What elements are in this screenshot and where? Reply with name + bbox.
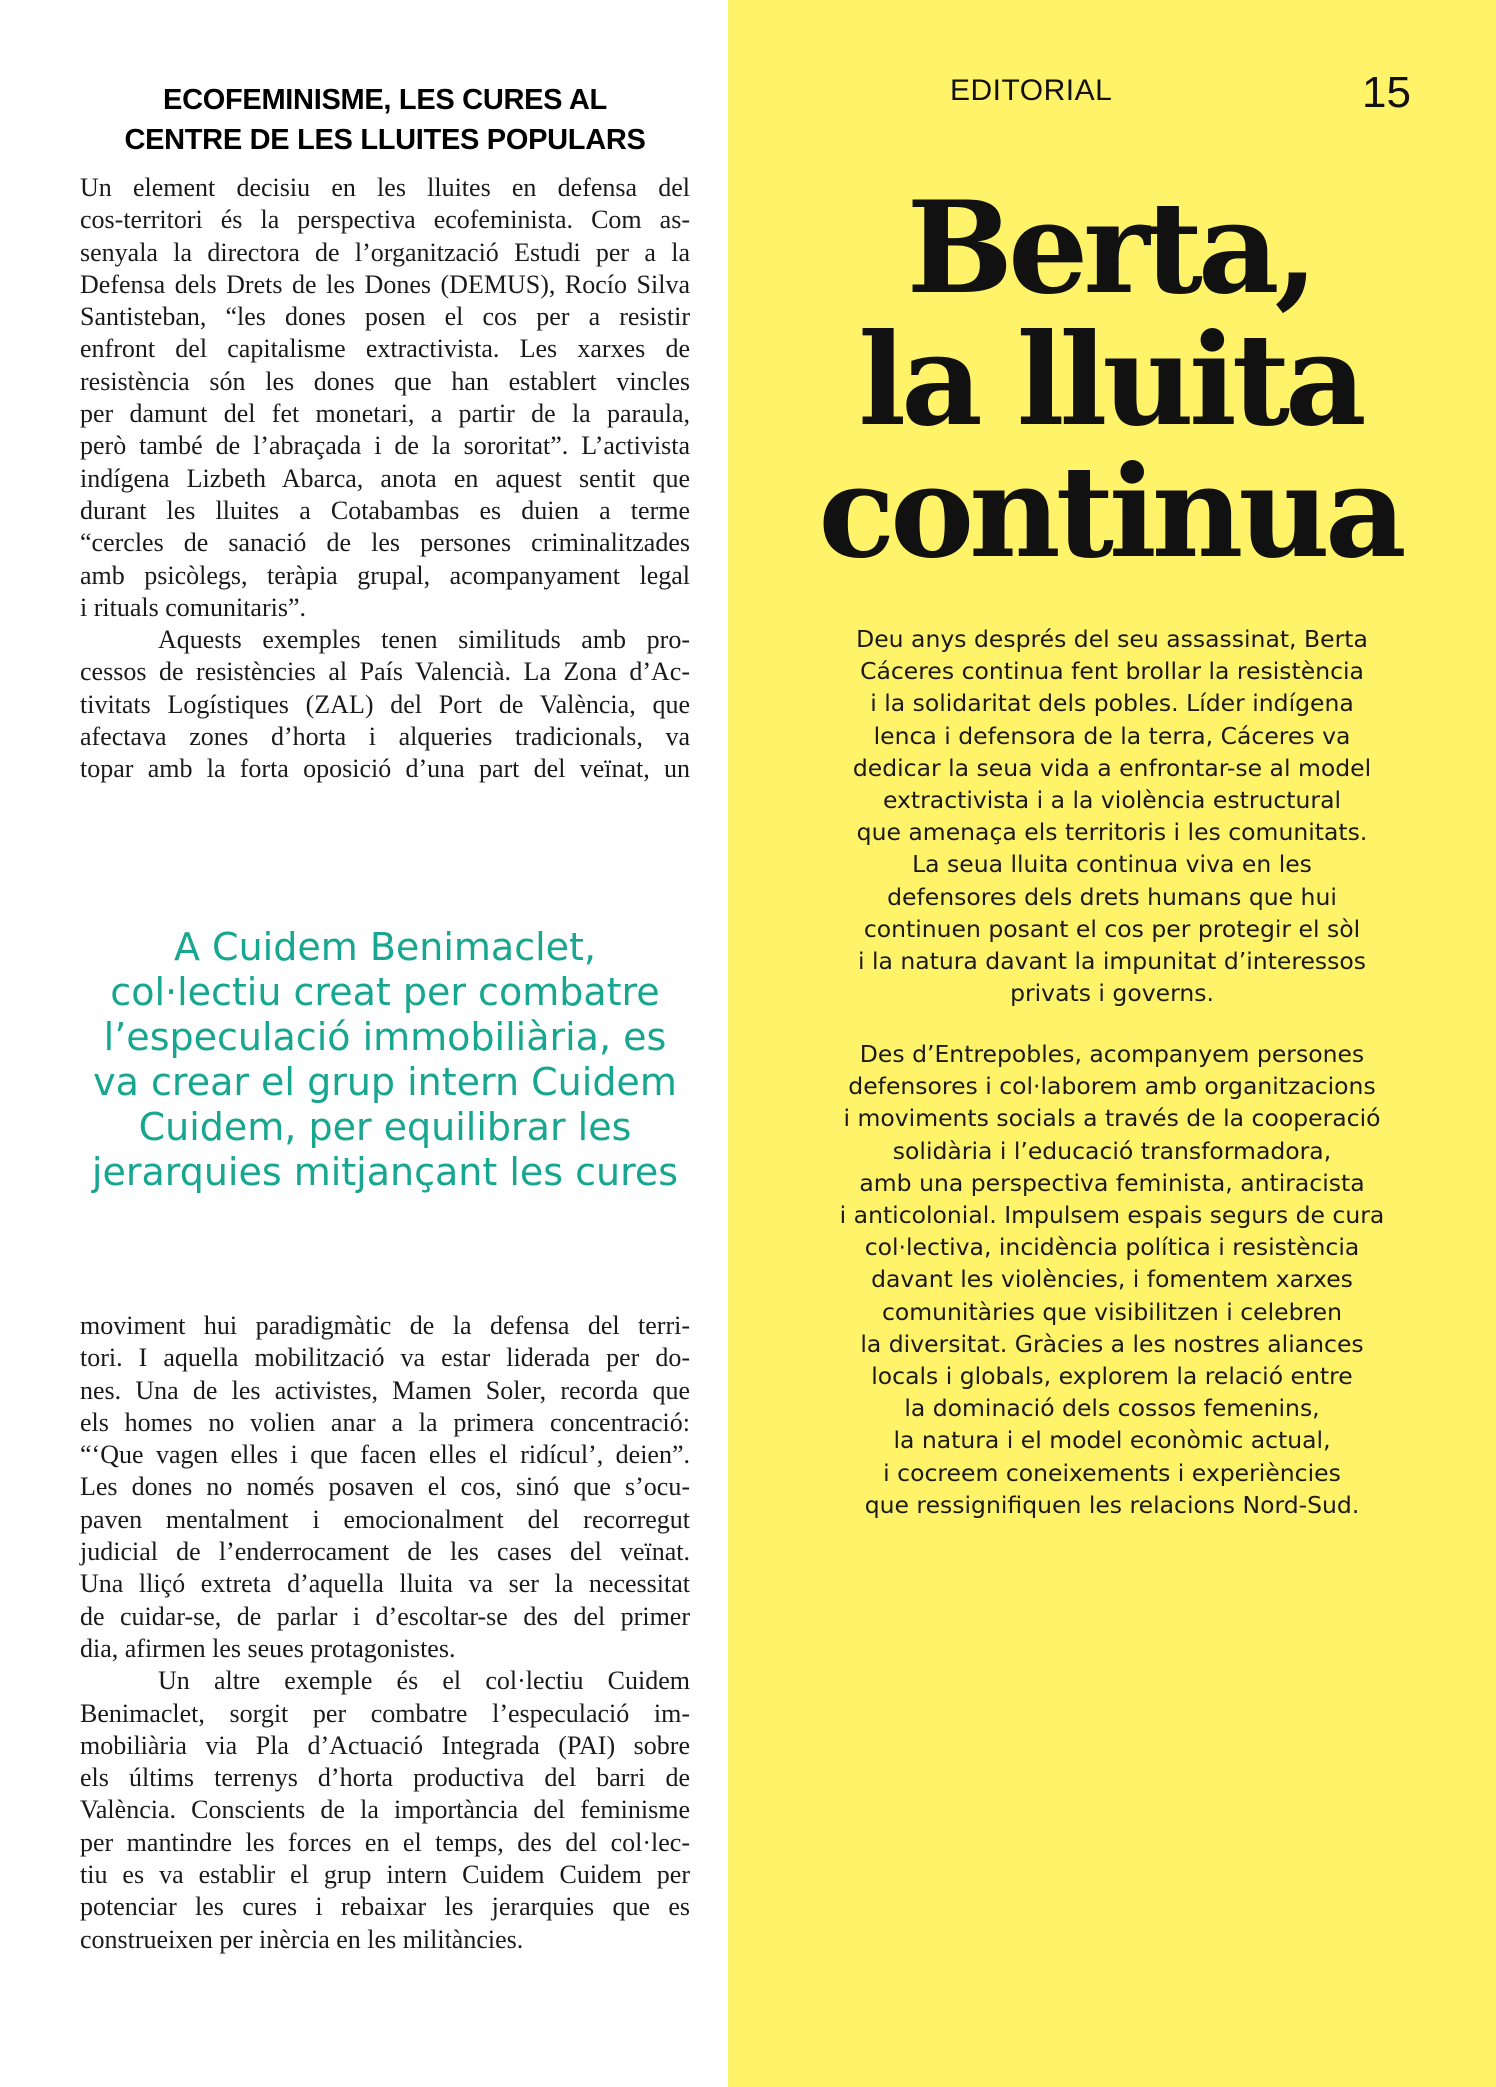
- body-line: resistència són les dones que han establert vincles: [80, 366, 690, 396]
- editorial-line: solidària i l’educació transformadora,: [892, 1136, 1332, 1165]
- body-line: Benimaclet, sorgit per combatre l’especulació im-: [80, 1698, 690, 1728]
- body-line: durant les lluites a Cotabambas es duien a terme: [80, 495, 690, 525]
- body-line: Les dones no només posaven el cos, sinó que s’ocu-: [80, 1472, 690, 1502]
- editorial-line: col·lectiva, incidència política i resistència: [864, 1233, 1360, 1262]
- editorial-line: i cocreem coneixements i experiències: [883, 1458, 1341, 1487]
- pull-quote-line: col·lectiu creat per combatre: [110, 970, 660, 1014]
- article-heading-line: ECOFEMINISME, LES CURES AL: [163, 84, 607, 116]
- editorial-line: i la natura davant la impunitat d’interessos: [857, 947, 1367, 976]
- article-heading: [80, 80, 690, 160]
- body-line: tivitats Logístiques (ZAL) del Port de València, que: [80, 689, 690, 719]
- editorial-line: amb una perspectiva feminista, antiracista: [859, 1168, 1365, 1197]
- editorial-line: que amenaça els territoris i les comunitats.: [856, 818, 1368, 847]
- editorial-line: la natura i el model econòmic actual,: [893, 1426, 1331, 1455]
- editorial-line: defensores i col·laborem amb organitzacions: [848, 1072, 1376, 1101]
- body-line: tori. I aquella mobilització va estar liderada per do-: [80, 1343, 690, 1373]
- body-line: per mantindre les forces en el temps, des del col·lec-: [80, 1827, 690, 1857]
- editorial-line: i anticolonial. Impulsem espais segurs de cura: [839, 1201, 1385, 1230]
- body-line: enfront del capitalisme extractivista. Les xarxes de: [80, 334, 690, 364]
- pull-quote-line: A Cuidem Benimaclet,: [173, 925, 597, 969]
- editorial-paragraph-2: [760, 1038, 1464, 1521]
- body-line: Una lliçó extreta d’aquella lluita va ser la necessitat: [80, 1569, 690, 1599]
- body-line: “‘Que vagen elles i que facen elles el ridícul’, deien”.: [80, 1440, 690, 1470]
- article-body-part-2: [80, 1310, 690, 1956]
- body-line: Un element decisiu en les lluites en defensa del: [80, 173, 690, 202]
- page-number: 15: [1362, 68, 1411, 117]
- pull-quote: [76, 925, 694, 1195]
- article-body-part-1: [80, 172, 690, 786]
- body-line: els homes no volien anar a la primera concentració:: [80, 1407, 690, 1437]
- body-line: potenciar les cures i rebaixar les jerarquies que es: [80, 1892, 690, 1922]
- section-label: EDITORIAL: [950, 74, 1113, 107]
- body-line: topar amb la forta oposició d’una part del veïnat, un: [80, 754, 690, 784]
- editorial-line: locals i globals, explorem la relació entre: [871, 1362, 1353, 1391]
- body-line: Un altre exemple és el col·lectiu Cuidem: [158, 1666, 690, 1696]
- body-line: i rituals comunitaris”.: [80, 592, 307, 622]
- editorial-line: i moviments socials a través de la cooperació: [843, 1104, 1381, 1133]
- editorial-line: Deu anys després del seu assassinat, Berta: [856, 625, 1368, 653]
- body-line: judicial de l’enderrocament de les cases del veïnat.: [80, 1537, 690, 1567]
- body-line: València. Conscients de la importància del feminisme: [80, 1795, 690, 1825]
- body-line: nes. Una de les activistes, Mamen Soler, recorda que: [80, 1375, 690, 1405]
- pull-quote-line: Cuidem, per equilibrar les: [138, 1105, 632, 1149]
- headline-line: Berta,: [906, 174, 1314, 322]
- editorial-line: defensores dels drets humans que hui: [887, 882, 1337, 911]
- editorial-line: que ressignifiquen les relacions Nord-Sud.: [864, 1490, 1360, 1519]
- body-line: paven mentalment i emocionalment del recorregut: [80, 1504, 690, 1534]
- editorial-headline: [760, 174, 1460, 586]
- editorial-line: i la solidaritat dels pobles. Líder indígena: [870, 689, 1354, 718]
- body-line: cessos de resistències al País Valencià. La Zona d’Ac-: [80, 657, 690, 687]
- body-line: amb psicòlegs, teràpia grupal, acompanyament legal: [80, 560, 690, 590]
- editorial-line: la dominació dels cossos femenins,: [904, 1394, 1320, 1423]
- editorial-line: Des d’Entrepobles, acompanyem persones: [859, 1040, 1365, 1068]
- pull-quote-line: l’especulació immobiliària, es: [103, 1015, 667, 1059]
- editorial-line: extractivista i a la violència estructural: [882, 786, 1342, 815]
- body-line: Santisteban, “les dones posen el cos per a resistir: [80, 302, 690, 332]
- pull-quote-line: va crear el grup intern Cuidem: [93, 1060, 677, 1104]
- editorial-line: Cáceres continua fent brollar la resistència: [860, 657, 1364, 686]
- body-line: senyala la directora de l’organització Estudi per a la: [80, 237, 690, 267]
- editorial-line: continuen posant el cos per protegir el sòl: [863, 914, 1361, 943]
- editorial-line: dedicar la seua vida a enfrontar-se al model: [852, 753, 1372, 782]
- headline-line: continua: [818, 438, 1402, 586]
- body-line: cos-territori és la perspectiva ecofeminista. Com as-: [80, 205, 690, 235]
- headline-line: la lluita: [858, 306, 1362, 454]
- body-line: mobiliària via Pla d’Actuació Integrada (PAI) sobre: [80, 1730, 690, 1760]
- editorial-line: comunitàries que visibilitzen i celebren: [881, 1297, 1343, 1326]
- body-line: Defensa dels Drets de les Dones (DEMUS), Rocío Silva: [80, 269, 690, 299]
- body-line: “cercles de sanació de les persones criminalitzades: [80, 528, 690, 558]
- body-line: afectava zones d’horta i alqueries tradicionals, va: [80, 722, 690, 752]
- editorial-paragraph-1: [760, 623, 1464, 1009]
- body-line: tiu es va establir el grup intern Cuidem Cuidem per: [80, 1860, 690, 1890]
- editorial-line: La seua lluita continua viva en les: [912, 850, 1312, 879]
- article-heading-line: CENTRE DE LES LLUITES POPULARS: [124, 124, 646, 156]
- body-line: de cuidar-se, de parlar i d’escoltar-se des del primer: [80, 1601, 690, 1631]
- editorial-line: privats i governs.: [1010, 979, 1214, 1008]
- body-line: per damunt del fet monetari, a partir de la paraula,: [80, 399, 690, 429]
- body-line: moviment hui paradigmàtic de la defensa del terri-: [80, 1311, 690, 1340]
- body-line: indígena Lizbeth Abarca, anota en aquest sentit que: [80, 463, 690, 493]
- editorial-line: lenca i defensora de la terra, Cáceres va: [873, 721, 1351, 750]
- body-line: Aquests exemples tenen similituds amb pro-: [158, 625, 690, 655]
- editorial-line: la diversitat. Gràcies a les nostres aliances: [860, 1329, 1364, 1358]
- body-line: dia, afirmen les seues protagonistes.: [80, 1633, 456, 1663]
- editorial-line: davant les violències, i fomentem xarxes: [871, 1265, 1353, 1294]
- body-line: però també de l’abraçada i de la sororitat”. L’activista: [80, 431, 690, 461]
- body-line: construeixen per inèrcia en les militàncies.: [80, 1924, 524, 1954]
- body-line: els últims terrenys d’horta productiva del barri de: [80, 1763, 690, 1793]
- pull-quote-line: jerarquies mitjançant les cures: [91, 1150, 679, 1194]
